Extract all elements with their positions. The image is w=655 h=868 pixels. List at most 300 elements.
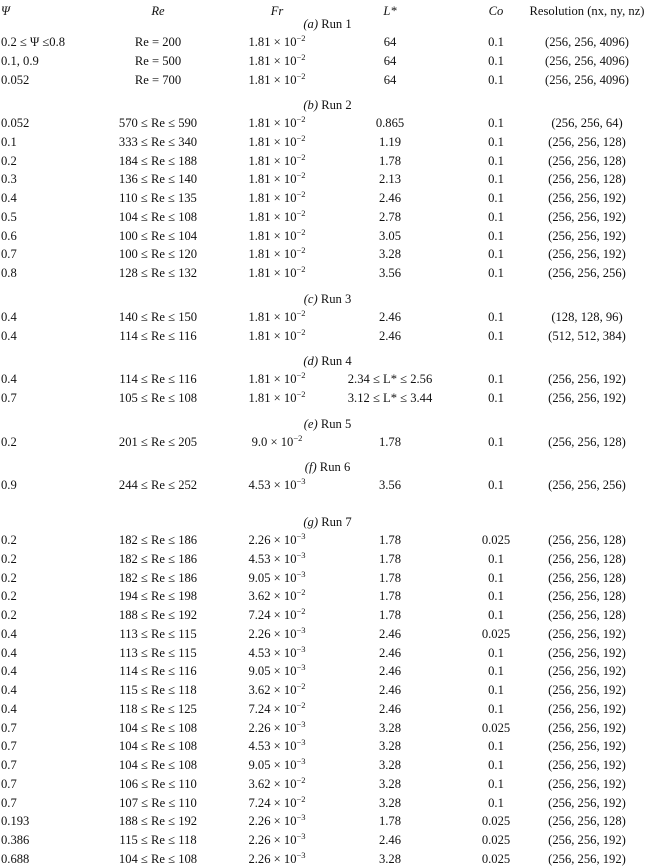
cell-l: 2.46 [378,328,402,343]
cell-re: 114 ≤ Re ≤ 116 [119,664,197,679]
fr-mantissa: 9.05 × 10 [248,570,297,585]
cell-psi: 0.688 [1,851,30,866]
fr-exponent: −2 [296,70,306,81]
cell-re: 107 ≤ Re ≤ 110 [119,795,197,810]
table-row [0,227,655,245]
cell-l: 3.28 [378,739,402,754]
cell-re: 115 ≤ Re ≤ 118 [119,683,197,697]
cell-psi: 0.1, 0.9 [1,53,39,68]
cell-re: 333 ≤ Re ≤ 340 [118,134,198,149]
cell-l: 3.05 [378,228,402,243]
cell-l: 64 [383,53,397,68]
cell-l: 3.28 [378,795,402,810]
cell-co: 0.025 [481,814,511,829]
cell-l: 2.34 ≤ L* ≤ 2.56 [347,372,433,386]
fr-exponent: −3 [296,737,306,748]
cell-resolution: (256, 256, 128) [548,570,626,585]
fr-mantissa: 1.81 × 10 [248,228,297,243]
fr-mantissa: 2.26 × 10 [248,851,297,866]
cell-re: 110 ≤ Re ≤ 135 [119,191,197,205]
cell-co: 0.1 [488,172,504,187]
fr-exponent: −2 [296,774,306,785]
fr-exponent: −3 [296,549,306,560]
fr-exponent: −3 [296,718,306,729]
cell-re: 201 ≤ Re ≤ 205 [118,435,198,449]
table-row [0,775,655,793]
cell-co: 0.1 [488,776,504,791]
cell-l: 3.28 [378,776,402,791]
fr-mantissa: 1.81 × 10 [248,134,297,149]
cell-fr [227,662,327,680]
cell-resolution: (256, 256, 192) [548,209,626,224]
cell-resolution: (256, 256, 192) [548,191,626,205]
fr-exponent: −3 [296,812,306,823]
cell-psi: 0.4 [1,372,17,386]
cell-psi: 0.2 [1,153,17,168]
cell-fr [227,794,327,812]
cell-psi: 0.4 [1,701,17,716]
section-letter: (f) [304,460,317,474]
cell-re: 100 ≤ Re ≤ 104 [118,228,198,243]
cell-psi: 0.9 [1,478,17,492]
cell-resolution: (256, 256, 192) [548,390,626,405]
cell-resolution: (256, 256, 192) [548,776,626,791]
cell-l: 3.28 [378,851,402,866]
fr-exponent: −2 [296,245,306,256]
cell-fr [227,606,327,624]
fr-exponent: −3 [296,476,306,486]
cell-l: 3.56 [378,266,402,280]
cell-fr [227,700,327,718]
header-psi: Ψ [1,4,10,18]
cell-re: 104 ≤ Re ≤ 108 [118,720,198,735]
fr-mantissa: 4.53 × 10 [248,739,297,754]
table-row [0,152,655,170]
cell-re: 128 ≤ Re ≤ 132 [118,266,198,280]
fr-mantissa: 2.26 × 10 [248,533,297,547]
table-row [0,606,655,624]
fr-exponent: −3 [296,624,306,635]
cell-re: 140 ≤ Re ≤ 150 [118,310,198,324]
fr-mantissa: 7.24 × 10 [248,608,297,622]
cell-psi: 0.4 [1,664,17,679]
header-fr: Fr [270,4,284,18]
cell-psi: 0.386 [1,833,30,847]
cell-re: 244 ≤ Re ≤ 252 [118,478,198,492]
cell-psi: 0.8 [1,266,17,280]
fr-exponent: −2 [296,189,306,199]
fr-mantissa: 7.24 × 10 [248,795,297,810]
cell-resolution: (256, 256, 4096) [545,72,629,87]
cell-co: 0.1 [488,134,504,149]
cell-psi: 0.052 [1,116,30,130]
cell-fr [227,476,327,494]
fr-exponent: −2 [293,433,303,443]
fr-exponent: −3 [296,531,306,541]
cell-psi: 0.4 [1,191,17,205]
header-co: Co [488,4,504,18]
table-row [0,33,655,51]
table-row [0,756,655,774]
table-row [0,681,655,699]
cell-resolution: (256, 256, 128) [548,814,626,829]
header-resolution: Resolution (nx, ny, nz) [529,4,645,18]
fr-exponent: −2 [296,606,306,616]
cell-co: 0.1 [488,390,504,405]
cell-resolution: (256, 256, 4096) [545,35,629,49]
section-name: Run 6 [319,460,351,474]
cell-re: Re = 700 [134,72,182,87]
section-title [0,352,655,370]
cell-fr [227,327,327,345]
cell-fr [227,681,327,699]
cell-co: 0.025 [481,533,511,547]
cell-co: 0.1 [488,478,504,492]
cell-psi: 0.2 [1,435,17,449]
cell-co: 0.1 [488,247,504,262]
cell-fr [227,719,327,737]
cell-re: 182 ≤ Re ≤ 186 [118,551,198,566]
section-letter: (g) [303,515,319,529]
cell-co: 0.1 [488,53,504,68]
cell-co: 0.1 [488,116,504,130]
cell-resolution: (256, 256, 128) [548,435,626,449]
cell-resolution: (256, 256, 128) [548,551,626,566]
cell-psi: 0.2 [1,589,17,604]
cell-psi: 0.4 [1,645,17,660]
cell-psi: 0.7 [1,390,17,405]
cell-psi: 0.052 [1,72,30,87]
cell-fr [227,850,327,868]
cell-resolution: (256, 256, 192) [548,372,626,386]
cell-psi: 0.2 [1,570,17,585]
cell-resolution: (256, 256, 192) [548,720,626,735]
fr-mantissa: 1.81 × 10 [248,116,297,130]
cell-re: 118 ≤ Re ≤ 125 [119,701,197,716]
cell-co: 0.1 [488,153,504,168]
cell-psi: 0.3 [1,172,17,187]
fr-mantissa: 9.0 × 10 [251,435,294,449]
fr-exponent: −2 [296,207,306,218]
section-name: Run 2 [321,98,352,112]
cell-l: 3.28 [378,247,402,262]
cell-re: 104 ≤ Re ≤ 108 [118,758,198,772]
cell-l: 0.865 [375,116,405,130]
section-title [0,513,655,531]
fr-mantissa: 1.81 × 10 [248,53,297,68]
cell-psi: 0.4 [1,310,17,324]
cell-co: 0.1 [488,683,504,697]
fr-exponent: −2 [296,388,306,399]
cell-co: 0.1 [488,310,504,324]
cell-fr [227,370,327,388]
fr-exponent: −2 [296,151,306,162]
cell-co: 0.025 [481,626,511,641]
cell-psi: 0.1 [1,134,17,149]
cell-l: 1.78 [378,533,402,547]
fr-exponent: −2 [296,587,306,598]
cell-l: 1.78 [378,551,402,566]
cell-co: 0.1 [488,701,504,716]
cell-co: 0.1 [488,645,504,660]
cell-l: 2.46 [378,191,402,205]
fr-mantissa: 1.81 × 10 [248,72,297,87]
cell-fr [227,550,327,568]
cell-resolution: (256, 256, 256) [548,478,626,492]
cell-re: 114 ≤ Re ≤ 116 [119,372,197,386]
cell-re: 114 ≤ Re ≤ 116 [119,328,197,343]
fr-mantissa: 1.81 × 10 [248,35,297,49]
fr-mantissa: 9.05 × 10 [248,664,297,679]
cell-re: 105 ≤ Re ≤ 108 [118,390,198,405]
cell-co: 0.1 [488,435,504,449]
cell-co: 0.1 [488,570,504,585]
cell-fr [227,208,327,226]
fr-mantissa: 7.24 × 10 [248,701,297,716]
cell-resolution: (256, 256, 192) [548,683,626,697]
cell-re: 182 ≤ Re ≤ 186 [118,570,198,585]
cell-l: 3.12 ≤ L* ≤ 3.44 [347,390,433,405]
fr-exponent: −2 [296,226,306,237]
fr-exponent: −3 [296,756,306,766]
fr-mantissa: 1.81 × 10 [248,390,297,405]
cell-re: Re = 500 [134,53,182,68]
cell-co: 0.1 [488,72,504,87]
cell-fr [227,569,327,587]
cell-resolution: (256, 256, 192) [548,851,626,866]
cell-psi: 0.4 [1,626,17,641]
cell-co: 0.1 [488,739,504,754]
cell-fr [227,264,327,282]
cell-psi: 0.7 [1,795,17,810]
section-letter: (a) [303,17,319,31]
cell-co: 0.1 [488,551,504,566]
fr-mantissa: 1.81 × 10 [248,328,297,343]
cell-resolution: (256, 256, 64) [551,116,623,130]
cell-fr [227,737,327,755]
cell-fr [227,227,327,245]
cell-l: 2.46 [378,645,402,660]
cell-resolution: (256, 256, 192) [548,833,626,847]
header-l: L* [383,4,397,18]
table-row [0,850,655,868]
cell-psi: 0.2 ≤ Ψ ≤0.8 [1,35,66,49]
cell-re: 104 ≤ Re ≤ 108 [118,209,198,224]
cell-co: 0.025 [481,720,511,735]
cell-re: 184 ≤ Re ≤ 188 [118,153,198,168]
cell-l: 2.46 [378,683,402,697]
cell-fr [227,587,327,605]
fr-exponent: −2 [296,114,306,124]
table-row [0,569,655,587]
fr-mantissa: 1.81 × 10 [248,372,297,386]
section-title [0,96,655,114]
cell-resolution: (128, 128, 96) [551,310,623,324]
table-row [0,794,655,812]
cell-re: 188 ≤ Re ≤ 192 [118,814,198,829]
cell-psi: 0.7 [1,247,17,262]
fr-exponent: −2 [296,370,306,380]
cell-co: 0.1 [488,328,504,343]
table-row [0,71,655,89]
cell-fr [227,812,327,830]
fr-exponent: −3 [296,662,306,673]
cell-l: 2.46 [378,701,402,716]
fr-mantissa: 4.53 × 10 [248,551,297,566]
fr-exponent: −2 [296,170,306,181]
table-row [0,52,655,70]
section-title [0,458,655,476]
fr-mantissa: 1.81 × 10 [248,209,297,224]
fr-mantissa: 1.81 × 10 [248,266,297,280]
cell-psi: 0.2 [1,608,17,622]
cell-resolution: (256, 256, 192) [548,645,626,660]
fr-exponent: −3 [296,849,306,860]
cell-resolution: (256, 256, 192) [548,795,626,810]
cell-psi: 0.7 [1,720,17,735]
section-name: Run 1 [321,17,352,31]
table-row [0,531,655,549]
cell-psi: 0.7 [1,739,17,754]
fr-mantissa: 1.81 × 10 [248,153,297,168]
fr-exponent: −2 [296,132,306,143]
table-row [0,662,655,680]
cell-resolution: (256, 256, 128) [548,153,626,168]
section-title [0,290,655,308]
fr-mantissa: 4.53 × 10 [248,478,297,492]
cell-psi: 0.5 [1,209,17,224]
cell-l: 2.46 [378,626,402,641]
cell-resolution: (256, 256, 192) [548,758,626,772]
cell-fr [227,245,327,263]
cell-fr [227,531,327,549]
cell-co: 0.1 [488,608,504,622]
table-row [0,245,655,263]
fr-mantissa: 1.81 × 10 [248,191,297,205]
section-letter: (d) [303,354,319,368]
section-name: Run 5 [320,417,352,431]
fr-mantissa: 2.26 × 10 [248,626,297,641]
cell-fr [227,71,327,89]
table-row [0,625,655,643]
cell-fr [227,831,327,849]
cell-co: 0.1 [488,266,504,280]
cell-resolution: (256, 256, 128) [548,608,626,622]
section-name: Run 3 [320,292,352,306]
cell-resolution: (256, 256, 192) [548,739,626,754]
cell-fr [227,308,327,326]
table-row [0,208,655,226]
cell-psi: 0.4 [1,683,17,697]
fr-mantissa: 3.62 × 10 [248,589,297,604]
cell-re: 115 ≤ Re ≤ 118 [119,833,197,847]
cell-fr [227,756,327,774]
cell-co: 0.025 [481,833,511,847]
cell-resolution: (256, 256, 192) [548,247,626,262]
table-row [0,476,655,494]
cell-co: 0.1 [488,372,504,386]
cell-resolution: (256, 256, 192) [548,626,626,641]
cell-psi: 0.2 [1,533,17,547]
fr-mantissa: 1.81 × 10 [248,310,297,324]
cell-resolution: (256, 256, 128) [548,172,626,187]
cell-psi: 0.7 [1,758,17,772]
cell-resolution: (256, 256, 192) [548,664,626,679]
cell-l: 64 [383,35,397,49]
fr-mantissa: 4.53 × 10 [248,645,297,660]
cell-l: 3.28 [378,720,402,735]
table-row [0,812,655,830]
cell-fr [227,114,327,132]
table-row [0,587,655,605]
table-row [0,644,655,662]
fr-exponent: −2 [296,326,306,337]
table-row [0,133,655,151]
cell-psi: 0.2 [1,551,17,566]
cell-l: 1.19 [378,134,402,149]
section-name: Run 4 [321,354,352,368]
cell-l: 2.46 [378,310,402,324]
cell-psi: 0.193 [1,814,30,829]
table-row [0,370,655,388]
cell-fr [227,433,327,451]
section-letter: (b) [303,98,319,112]
fr-mantissa: 1.81 × 10 [248,172,297,187]
fr-mantissa: 3.62 × 10 [248,776,297,791]
fr-exponent: −3 [296,643,306,654]
table-row [0,719,655,737]
cell-co: 0.1 [488,209,504,224]
cell-l: 1.78 [378,153,402,168]
fr-mantissa: 2.26 × 10 [248,833,297,847]
cell-l: 1.78 [378,435,402,449]
table-row [0,114,655,132]
cell-re: 188 ≤ Re ≤ 192 [118,608,198,622]
cell-psi: 0.6 [1,228,17,243]
cell-fr [227,133,327,151]
fr-mantissa: 2.26 × 10 [248,720,297,735]
table-row [0,308,655,326]
cell-resolution: (512, 512, 384) [548,328,626,343]
cell-re: 104 ≤ Re ≤ 108 [118,739,198,754]
cell-co: 0.1 [488,589,504,604]
fr-mantissa: 2.26 × 10 [248,814,297,829]
cell-re: 106 ≤ Re ≤ 110 [119,776,197,791]
cell-co: 0.1 [488,795,504,810]
cell-re: 113 ≤ Re ≤ 115 [119,645,197,660]
cell-co: 0.1 [488,191,504,205]
cell-resolution: (256, 256, 256) [548,266,626,280]
section-letter: (e) [303,417,318,431]
table-row [0,189,655,207]
table-row [0,389,655,407]
cell-re: 113 ≤ Re ≤ 115 [119,626,197,641]
cell-resolution: (256, 256, 192) [548,228,626,243]
cell-co: 0.1 [488,35,504,49]
cell-re: 182 ≤ Re ≤ 186 [118,533,198,547]
header-re: Re [151,4,165,18]
cell-psi: 0.7 [1,776,17,791]
cell-resolution: (256, 256, 128) [548,533,626,547]
table-row [0,327,655,345]
cell-resolution: (256, 256, 192) [548,701,626,716]
fr-exponent: −3 [296,831,306,841]
fr-exponent: −3 [296,568,306,579]
cell-fr [227,389,327,407]
fr-exponent: −2 [296,51,306,62]
cell-fr [227,644,327,662]
cell-l: 2.46 [378,664,402,679]
